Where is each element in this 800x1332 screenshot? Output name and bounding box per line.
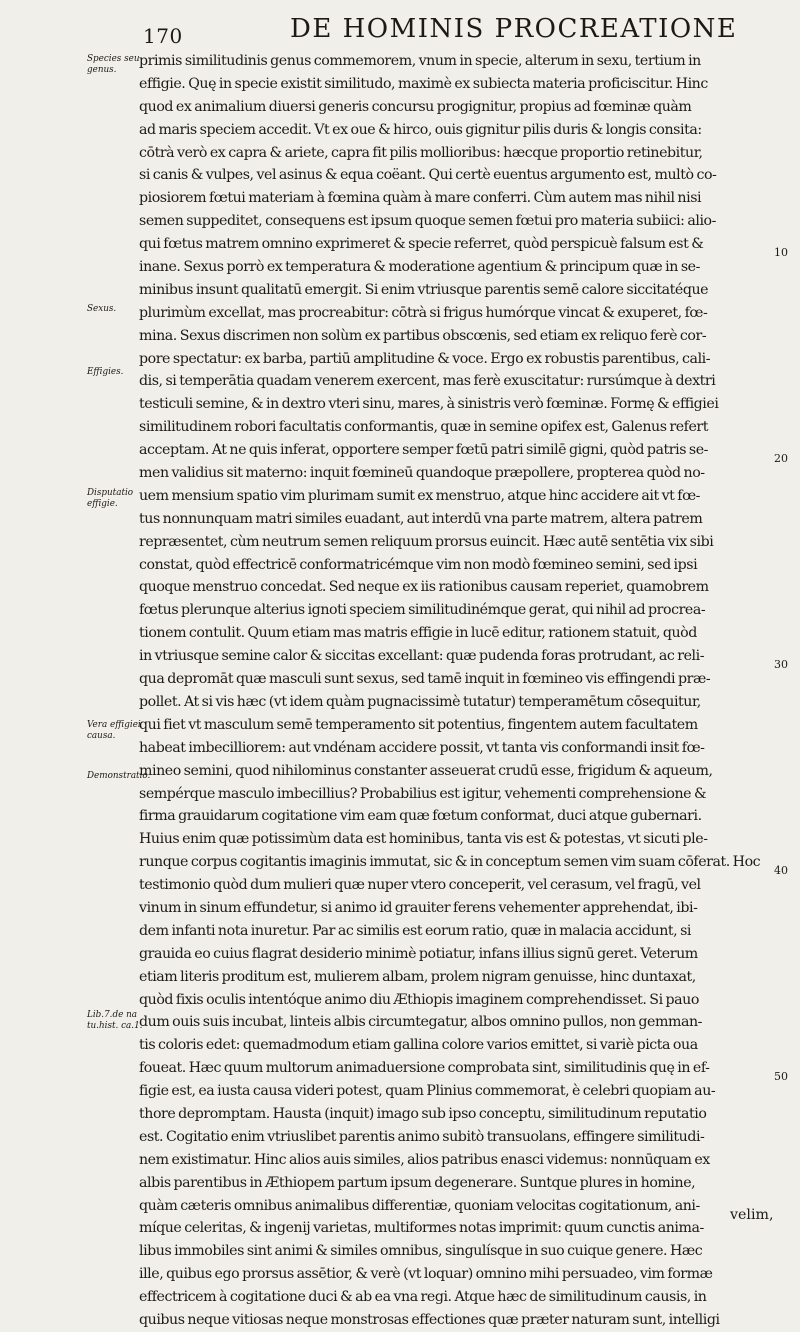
text-line: plurimùm excellat, mas procreabitur: cōtrà si frigus humórque vincat & exuperet, fœ-: [139, 304, 708, 321]
text-line: vinum in sinum effundetur, si animo id grauiter ferens vehementer apprehendat, ibi-: [139, 899, 698, 916]
text-line: dum ouis suis incubat, linteis albis circumtegatur, albos omnino pullos, non gemman-: [139, 1014, 703, 1031]
text-line: uem mensium spatio vim plurimam sumit ex menstruo, atque hinc accidere ait vt fœ-: [139, 487, 701, 504]
text-line: constat, quòd effectricē conformatricémque vim non modò fœmineo semini, sed ipsi: [139, 556, 698, 573]
margin-note: Sexus.: [87, 304, 117, 314]
text-line: primis similitudinis genus commemorem, vnum in specie, alterum in sexu, tertium in: [139, 53, 701, 69]
catchword: velim,: [730, 1207, 774, 1223]
text-line: albis parentibus in Æthiopem partum ipsum degenerare. Suntque plures in homine,: [139, 1174, 696, 1191]
text-line: inane. Sexus porrò ex temperatura & moderatione agentium & principum quæ in se-: [139, 259, 700, 276]
text-line: qui fiet vt masculum semē temperamento sit potentius, fingentem autem facultatem: [139, 716, 698, 733]
text-line: thore depromptam. Hausta (inquit) imago sub ipso conceptu, similitudinum reputatio: [139, 1105, 707, 1122]
text-line: quibus neque vitiosas neque monstrosas effectiones quæ præter naturam sunt, intelligi: [139, 1311, 720, 1328]
text-line: etiam literis proditum est, mulierem albam, prolem nigram genuisse, hinc duntaxat,: [139, 968, 696, 985]
text-line: runque corpus cogitantis imaginis immutat, sic & in conceptum semen vim suam cōferat. Hoc: [139, 854, 761, 871]
text-line: in vtriusque semine calor & siccitas excellant: quæ pudenda foras protrudant, ac reli-: [139, 648, 705, 665]
text-line: mineo semini, quod nihilominus constanter asseuerat crudū esse, frigidum & aqueum,: [139, 762, 713, 779]
text-line: men validius sit materno: inquit fœmineū quandoque præpollere, propterea quòd no-: [139, 465, 705, 482]
text-line: piosiorem fœtui materiam à fœmina quàm à mare conferri. Cùm autem mas nihil nisi: [139, 190, 702, 207]
text-line: quòd fixis oculis intentóque animo diu Æthiopis imaginem comprehendisset. Si pauo: [139, 991, 699, 1008]
text-line: quod ex animalium diuersi generis concursu progignitur, propius ad fœminæ quàm: [139, 98, 692, 115]
margin-note: Vera effigiei causa.: [87, 720, 141, 741]
line-number: 40: [774, 864, 788, 877]
margin-note: Disputatio effigie.: [87, 488, 134, 509]
text-line: Huius enim quæ potissimùm data est hominibus, tanta vis est & potestas, vt sicuti ple-: [139, 831, 708, 848]
text-line: míque celeritas, & ingenij varietas, multiformes notas imprimit: quum cunctis anima-: [139, 1220, 704, 1237]
text-line: libus immobiles sint animi & similes omnibus, singulísque in suo cuique genere. Hæc: [139, 1243, 703, 1260]
text-line: grauida eo cuius flagrat desiderio minimè potiatur, infans illius signū geret. Veterum: [139, 945, 698, 962]
text-line: figie est, ea iusta causa videri potest, quam Plinius commemorat, è celebri quopiam au-: [139, 1083, 716, 1100]
text-line: si canis & vulpes, vel asinus & equa coëant. Qui certè euentus argumento est, multò co-: [139, 167, 717, 184]
text-line: ad maris speciem accedit. Vt ex oue & hirco, ouis gignitur pilis duris & longis consita:: [139, 121, 702, 138]
margin-note: Lib.7.de na tu.hist. ca.1.: [87, 1010, 143, 1031]
text-line: quàm cæteris omnibus animalibus differentiæ, quoniam velocitas cogitationum, ani-: [139, 1197, 700, 1214]
text-line: tis coloris edet: quemadmodum etiam gallina colore varios emittet, si variè picta oua: [139, 1037, 698, 1054]
text-line: testimonio quòd dum mulieri quæ nuper vtero conceperit, vel cerasum, vel fragū, vel: [139, 877, 701, 894]
text-line: fœtus plerunque alterius ignoti speciem similitudinémque gerat, qui nihil ad procrea-: [139, 602, 706, 619]
running-title: DE HOMINIS PROCREATIONE: [290, 14, 738, 44]
margin-note: Effigies.: [87, 367, 124, 377]
text-line: tus nonnunquam matri similes euadant, aut interdū vna parte matrem, altera patrem: [139, 510, 703, 527]
text-line: nem existimatur. Hinc alios auis similes, alios patribus enasci videmus: nonnūquam ex: [139, 1151, 710, 1168]
text-line: mina. Sexus discrimen non solùm ex partibus obscœnis, sed etiam ex reliquo ferè cor-: [139, 327, 707, 344]
text-line: acceptam. At ne quis inferat, opportere semper fœtū patri similē gigni, quòd patris se-: [139, 442, 709, 459]
text-line: habeat imbecilliorem: aut vndénam accidere possit, vt tanta vis conformandi insit fœ-: [139, 739, 705, 756]
line-number: 20: [774, 452, 788, 465]
text-line: testiculi semine, & in dextro vteri sinu, mares, à sinistris verò fœminæ. Formę & effigiei: [139, 396, 719, 413]
margin-note: Demonstratio.: [87, 771, 151, 781]
text-line: cōtrà verò ex capra & ariete, capra fit pilis mollioribus: hæcque proportio retinebitur,: [139, 144, 703, 161]
text-line: pore spectatur: ex barba, partiū amplitudine & voce. Ergo ex robustis parentibus, cali-: [139, 350, 711, 367]
text-line: est. Cogitatio enim vtriuslibet parentis animo subitò transuolans, effingere similitudi-: [139, 1128, 705, 1145]
text-line: semen suppeditet, consequens est ipsum quoque semen fœtui pro materia subiici: alio-: [139, 213, 716, 230]
text-line: dem infanti nota inuretur. Par ac similis est eorum ratio, quæ in malacia accidunt, si: [139, 922, 692, 939]
text-line: sempérque masculo imbecillius? Probabilius est igitur, vehementi comprehensione &: [139, 785, 707, 802]
text-line: qui fœtus matrem omnino exprimeret & specie referret, quòd perspicuè falsum est &: [139, 236, 704, 253]
text-line: quoque menstruo concedat. Sed neque ex iis rationibus causam reperiet, quamobrem: [139, 579, 709, 596]
text-line: firma grauidarum cogitatione vim eam quæ fœtum conformat, duci atque gubernari.: [139, 808, 702, 825]
body-text: [139, 50, 767, 1332]
text-line: effigie. Quę in specie existit similitudo, maximè ex subiecta materia proficiscitur. Hinc: [139, 75, 708, 92]
line-number: 30: [774, 658, 788, 671]
page-header: [0, 14, 800, 48]
text-line: pollet. At si vis hæc (vt idem quàm pugnacissimè tutatur) temperamētum cōsequitur,: [139, 693, 701, 710]
page-number: 170: [143, 24, 183, 48]
text-line: minibus insunt qualitatū emergit. Si enim vtriusque parentis semē calore siccitatéque: [139, 281, 709, 298]
text-line: tionem contulit. Quum etiam mas matris effigie in lucē editur, rationem statuit, quòd: [139, 625, 697, 642]
text-line: foueat. Hæc quum multorum animaduersione comprobata sint, similitudinis quę in ef-: [139, 1060, 710, 1077]
line-number: 50: [774, 1070, 788, 1083]
text-line: effectricem à cogitatione duci & ab ea vna regi. Atque hæc de similitudinum causis, in: [139, 1289, 707, 1306]
margin-note: Species seu genus.: [87, 54, 140, 75]
line-number: 10: [774, 246, 788, 259]
text-line: qua depromāt quæ masculi sunt sexus, sed tamē inquit in fœmineo vis effingendi præ-: [139, 671, 711, 688]
text-line: dis, si temperātia quadam venerem exercent, mas ferè exuscitatur: rursúmque à dextri: [139, 373, 716, 390]
text-line: similitudinem robori facultatis conformantis, quæ in semine opifex est, Galenus refert: [139, 419, 708, 436]
text-line: ille, quibus ego prorsus assētior, & verè (vt loquar) omnino mihi persuadeo, vim formæ: [139, 1266, 713, 1283]
text-line: repræsentet, cùm neutrum semen reliquum prorsus euincit. Hæc autē sentētia vix sibi: [139, 533, 714, 550]
